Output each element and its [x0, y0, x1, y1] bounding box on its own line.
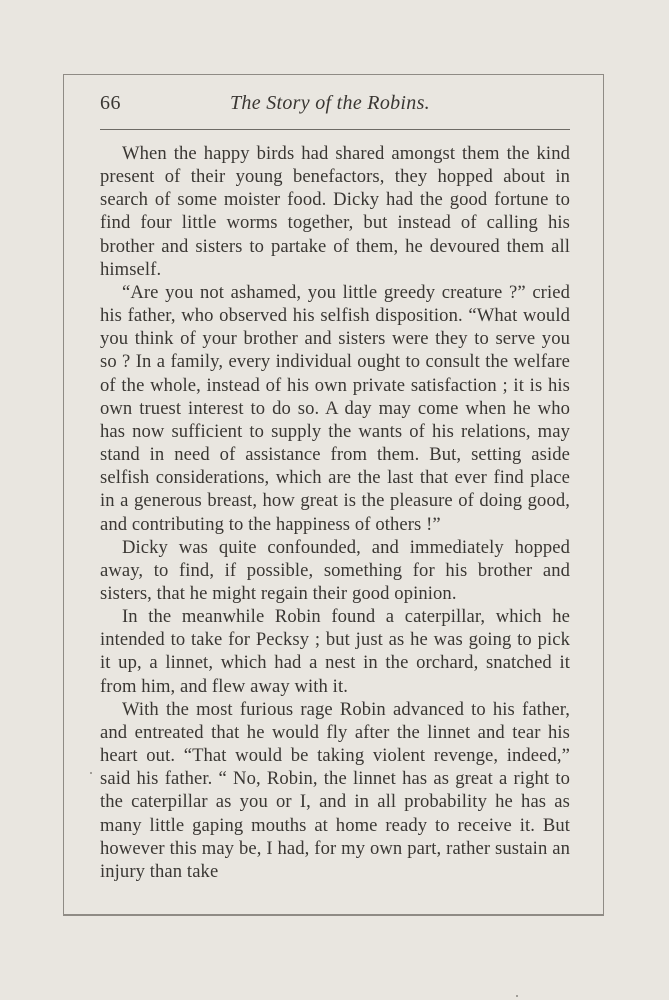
paragraph: In the meanwhile Robin found a caterpillar, which he intended to take for Pecksy ; but just as he was going to pick it up, a linnet, which had a nest in the orchard, snatched it from him, and flew away with it. — [100, 606, 570, 697]
running-title: The Story of the Robins. — [230, 92, 430, 114]
paper-speck — [90, 772, 92, 774]
paper-speck — [516, 995, 518, 997]
body-text — [100, 142, 570, 883]
paragraph: Dicky was quite confounded, and immediately hopped away, to find, if possible, something for his brother and sisters, that he might regain their good opinion. — [100, 536, 570, 604]
page-number: 66 — [100, 92, 121, 114]
paragraph: “Are you not ashamed, you little greedy creature ?” cried his father, who observed his selfish disposition. “What would you think of your brother and sisters were they to serve you so ? In a family, every individual ought to consult the welfare of the whole, instead of his own private satisfaction ; it is his own truest interest to do so. A day may come when he who has now sufficient to supply the wants of his relations, may stand in need of assistance from them. But, setting aside selfish considerations, which are the last that ever find place in a generous breast, how great is the pleasure of doing good, and contributing to the happiness of others !” — [100, 281, 570, 535]
paragraph: With the most furious rage Robin advanced to his father, and entreated that he would fly after the linnet and tear his heart out. “That would be taking violent revenge, indeed,” said his father. “ No, Robin, the linnet has as great a right to the caterpillar as you or I, and in all probability he has as many little gaping mouths at home ready to receive it. But however this may be, I had, for my own part, rather sustain an injury than take — [100, 698, 570, 882]
paragraph: When the happy birds had shared amongst them the kind present of their young benefactors, they hopped about in search of some moister food. Dicky had the good fortune to find four little worms together, but instead of calling his brother and sisters to partake of them, he devoured them all himself. — [100, 143, 570, 280]
footer-rule — [63, 914, 604, 915]
header-rule — [100, 129, 570, 130]
running-header — [100, 92, 570, 122]
